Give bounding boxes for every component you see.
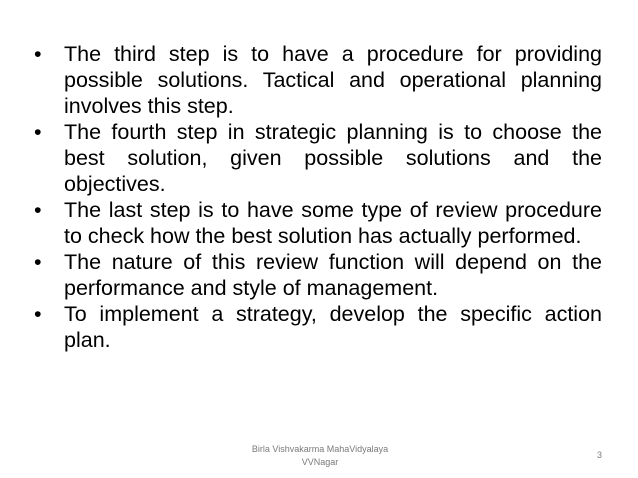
bullet-text: The last step is to have some type of review procedure to check how the best solution has actually performed.	[64, 198, 602, 248]
bullet-text: The third step is to have a procedure for providing possible solutions. Tactical and operational planning involves this step.	[64, 42, 602, 118]
bullet-text: To implement a strategy, develop the specific action plan.	[64, 302, 602, 352]
bullet-list	[34, 41, 602, 353]
footer-location: VVNagar	[301, 457, 339, 467]
bullet-item	[34, 249, 602, 301]
bullet-symbol: •	[34, 302, 42, 326]
bullet-item	[34, 197, 602, 249]
bullet-item	[34, 119, 602, 197]
bullet-symbol: •	[34, 42, 42, 66]
bullet-text: The nature of this review function will depend on the performance and style of management.	[64, 250, 602, 300]
bullet-symbol: •	[34, 250, 42, 274]
bullet-item	[34, 301, 602, 353]
slide-footer	[220, 443, 420, 469]
bullet-item	[34, 41, 602, 119]
page-number: 3	[596, 450, 602, 460]
bullet-text: The fourth step in strategic planning is to choose the best solution, given possible solutions and the objectives.	[64, 120, 602, 196]
bullet-symbol: •	[34, 120, 42, 144]
footer-institution: Birla Vishvakarma MahaVidyalaya	[251, 444, 389, 454]
bullet-symbol: •	[34, 198, 42, 222]
